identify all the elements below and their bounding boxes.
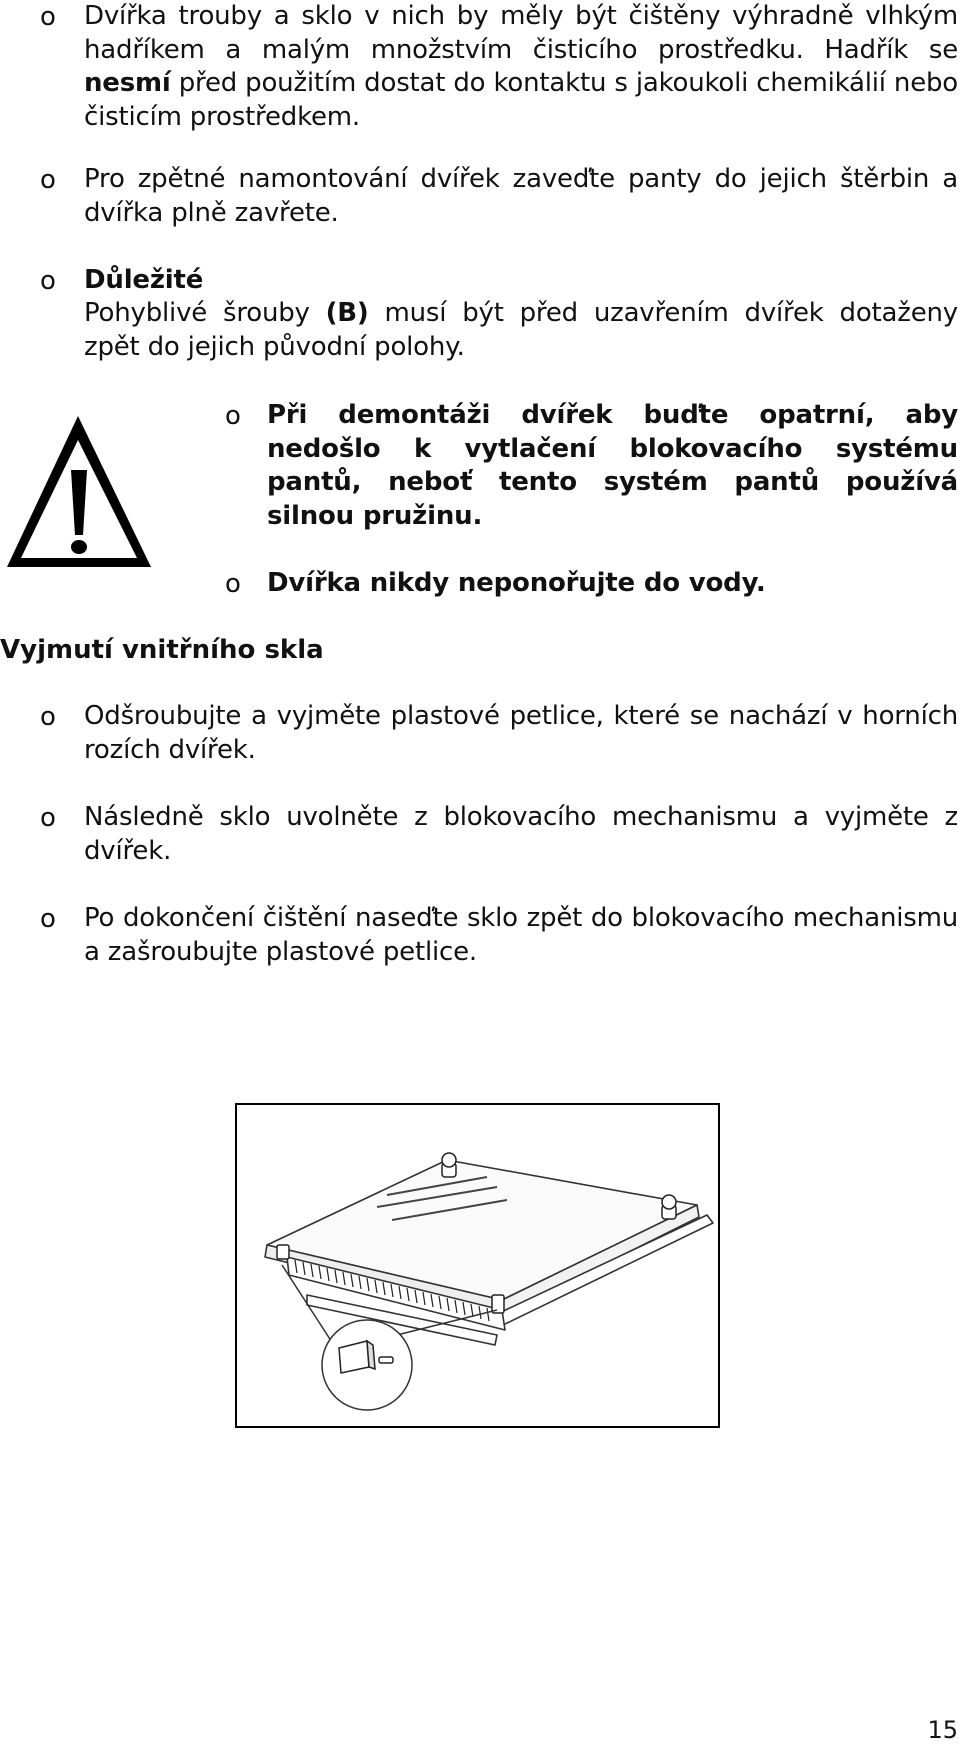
list-bullet: o	[40, 904, 56, 934]
warning-triangle-icon	[5, 410, 155, 570]
list-bullet: o	[225, 401, 241, 431]
list-bullet: o	[40, 803, 56, 833]
paragraph-step: Následně sklo uvolněte z blokovacího mechanismu a vyjměte z dvířek.	[84, 802, 958, 866]
paragraph-text: Dvířka trouby a sklo v nich by měly být čištěny výhradně vlhkým hadříkem a malým množstvím čisticího prostředku. Hadřík se	[84, 1, 958, 65]
page-number: 15	[927, 1716, 958, 1744]
list-bullet: o	[40, 702, 56, 732]
paragraph-door-reassembly: Pro zpětné namontování dvířek zaveďte panty do jejich štěrbin a dvířka plně zavřete.	[84, 164, 958, 228]
paragraph-door-cleaning	[84, 0, 958, 134]
paragraph-text: Pohyblivé šrouby	[84, 298, 326, 328]
emphasis-text: nesmí	[84, 68, 171, 98]
paragraph-step: Po dokončení čištění naseďte sklo zpět do blokovacího mechanismu a zašroubujte plastové petlice.	[84, 903, 958, 967]
emphasis-text: (B)	[325, 298, 369, 328]
list-bullet: o	[40, 266, 56, 296]
list-bullet: o	[40, 2, 56, 32]
warning-text: Dvířka nikdy neponořujte do vody.	[267, 568, 766, 598]
illustration-drawing	[237, 1105, 718, 1426]
paragraph-step: Odšroubujte a vyjměte plastové petlice, které se nachází v horních rozích dvířek.	[84, 701, 958, 765]
paragraph-text: musí být před uzavřením dvířek dotaženy zpět do jejich původní polohy.	[84, 298, 958, 362]
warning-text: Při demontáži dvířek buďte opatrní, aby nedošlo k vytlačení blokovacího systému pantů, neboť tento systém pantů používá silnou pružinu.	[267, 400, 958, 531]
list-bullet: o	[40, 165, 56, 195]
section-heading: Vyjmutí vnitřního skla	[0, 635, 324, 665]
oven-door-glass-illustration	[235, 1103, 720, 1428]
paragraph-screws	[84, 297, 958, 364]
list-bullet: o	[225, 569, 241, 599]
paragraph-text: před použitím dostat do kontaktu s jakoukoli chemikálií nebo čisticím prostředkem.	[84, 68, 958, 132]
important-heading: Důležité	[84, 265, 204, 295]
